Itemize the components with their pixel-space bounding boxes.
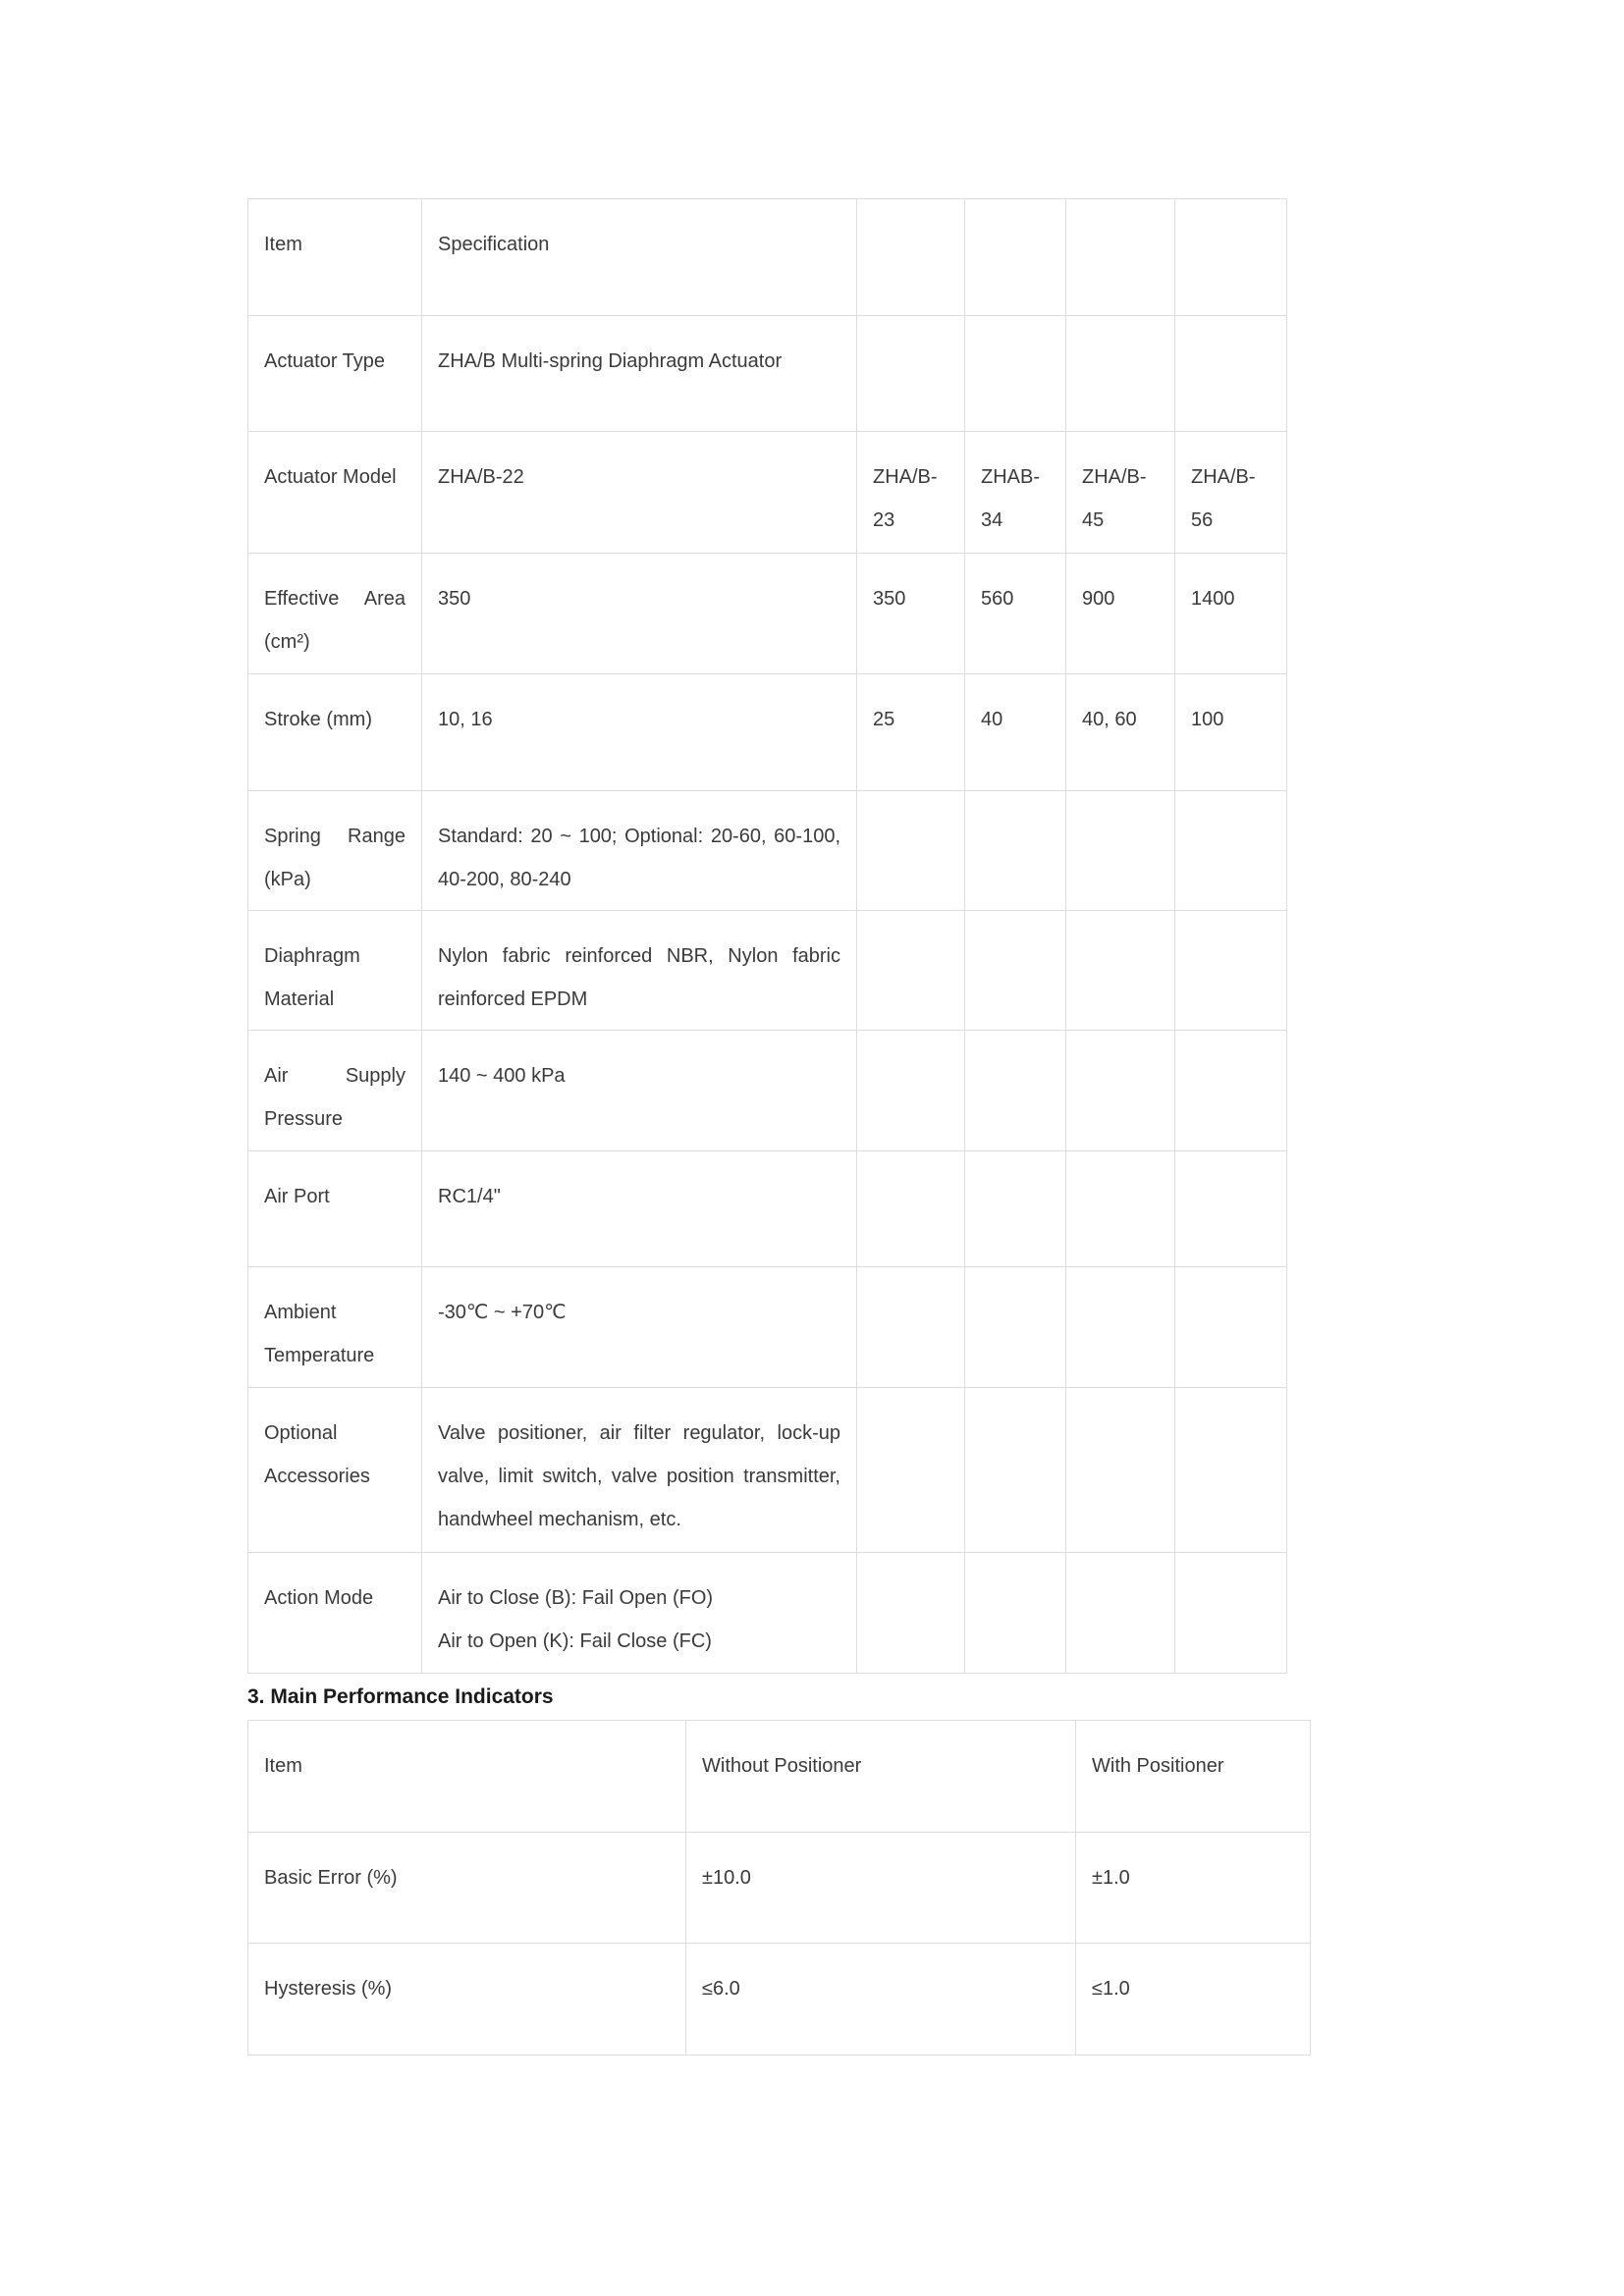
table-cell: 140 ~ 400 kPa xyxy=(422,1031,857,1151)
table-cell xyxy=(965,911,1066,1031)
table-cell: ZHAB-34 xyxy=(965,432,1066,554)
table-row xyxy=(248,199,1287,316)
table-cell xyxy=(965,1553,1066,1674)
table-cell: Item xyxy=(248,199,422,316)
table-cell xyxy=(1175,1267,1287,1388)
table-cell xyxy=(1066,1031,1175,1151)
table-row xyxy=(248,911,1287,1031)
table-cell: 40 xyxy=(965,674,1066,791)
table-cell xyxy=(965,791,1066,911)
table-cell xyxy=(1175,1388,1287,1553)
table-cell: ≤6.0 xyxy=(686,1944,1076,2056)
table-cell: Nylon fabric reinforced NBR, Nylon fabric reinforced EPDM xyxy=(422,911,857,1031)
table-cell: ±1.0 xyxy=(1076,1833,1311,1944)
table-header-row xyxy=(248,1721,1311,1833)
table-cell: Stroke (mm) xyxy=(248,674,422,791)
table-cell: 560 xyxy=(965,554,1066,674)
table-cell xyxy=(857,1388,965,1553)
table-cell xyxy=(1175,1553,1287,1674)
table-cell: Optional Accessories xyxy=(248,1388,422,1553)
table-cell xyxy=(1066,911,1175,1031)
table-header-cell: Without Positioner xyxy=(686,1721,1076,1833)
table-cell: Actuator Type xyxy=(248,316,422,432)
table-cell xyxy=(965,1388,1066,1553)
table-header-cell: With Positioner xyxy=(1076,1721,1311,1833)
table-cell: -30℃ ~ +70℃ xyxy=(422,1267,857,1388)
table-row xyxy=(248,432,1287,554)
table-cell xyxy=(1175,791,1287,911)
table-row xyxy=(248,1267,1287,1388)
table-cell: ±10.0 xyxy=(686,1833,1076,1944)
table-cell: 350 xyxy=(422,554,857,674)
table-row xyxy=(248,316,1287,432)
table-cell: Actuator Model xyxy=(248,432,422,554)
table-cell: Standard: 20 ~ 100; Optional: 20-60, 60-100, 40-200, 80-240 xyxy=(422,791,857,911)
section-heading: 3. Main Performance Indicators xyxy=(247,1685,554,1708)
table-row xyxy=(248,1553,1287,1674)
table-cell xyxy=(857,911,965,1031)
table-row xyxy=(248,1031,1287,1151)
table-cell xyxy=(1175,1151,1287,1267)
table-cell: ZHA/B Multi-spring Diaphragm Actuator xyxy=(422,316,857,432)
table-cell xyxy=(857,791,965,911)
table-cell: Action Mode xyxy=(248,1553,422,1674)
table-cell xyxy=(857,1267,965,1388)
table-row xyxy=(248,1151,1287,1267)
table-cell xyxy=(1066,1267,1175,1388)
table-cell: Diaphragm Material xyxy=(248,911,422,1031)
table-cell: ≤1.0 xyxy=(1076,1944,1311,2056)
table-cell: Basic Error (%) xyxy=(248,1833,686,1944)
table-cell: Valve positioner, air filter regulator, lock-up valve, limit switch, valve position transmitter, handwheel mechanism, etc. xyxy=(422,1388,857,1553)
table-cell xyxy=(965,316,1066,432)
table-cell: Hysteresis (%) xyxy=(248,1944,686,2056)
table-cell: ZHA/B-56 xyxy=(1175,432,1287,554)
table-cell xyxy=(857,199,965,316)
table-cell: Spring Range (kPa) xyxy=(248,791,422,911)
table-cell: ZHA/B-23 xyxy=(857,432,965,554)
table-cell xyxy=(1175,1031,1287,1151)
table-cell xyxy=(1175,316,1287,432)
table-cell: 350 xyxy=(857,554,965,674)
table-cell: Effective Area (cm²) xyxy=(248,554,422,674)
table-row xyxy=(248,791,1287,911)
table-cell xyxy=(965,199,1066,316)
table-cell: 900 xyxy=(1066,554,1175,674)
table-cell: Specification xyxy=(422,199,857,316)
table-row xyxy=(248,1833,1311,1944)
table-row xyxy=(248,674,1287,791)
table-cell xyxy=(857,1031,965,1151)
table-cell xyxy=(857,1151,965,1267)
table-cell xyxy=(1175,911,1287,1031)
table-cell xyxy=(1066,199,1175,316)
table-cell xyxy=(1066,316,1175,432)
table-cell: 40, 60 xyxy=(1066,674,1175,791)
table-cell: RC1/4" xyxy=(422,1151,857,1267)
table-cell xyxy=(1066,1388,1175,1553)
table-cell: Ambient Temperature xyxy=(248,1267,422,1388)
table-cell xyxy=(1066,1151,1175,1267)
table-cell: Air to Close (B): Fail Open (FO) Air to Open (K): Fail Close (FC) xyxy=(422,1553,857,1674)
table-row xyxy=(248,554,1287,674)
table-cell: ZHA/B-22 xyxy=(422,432,857,554)
table-cell: 25 xyxy=(857,674,965,791)
table-cell xyxy=(857,1553,965,1674)
table-cell xyxy=(1175,199,1287,316)
performance-table xyxy=(247,1720,1311,2056)
table-cell: Air Port xyxy=(248,1151,422,1267)
table-cell xyxy=(1066,791,1175,911)
table-cell xyxy=(965,1031,1066,1151)
table-cell xyxy=(965,1267,1066,1388)
table-cell: 100 xyxy=(1175,674,1287,791)
table-cell: 10, 16 xyxy=(422,674,857,791)
table-cell xyxy=(857,316,965,432)
table-cell xyxy=(1066,1553,1175,1674)
table-row xyxy=(248,1944,1311,2056)
table-cell xyxy=(965,1151,1066,1267)
table-row xyxy=(248,1388,1287,1553)
table-cell: Air Supply Pressure xyxy=(248,1031,422,1151)
table-cell: 1400 xyxy=(1175,554,1287,674)
table-header-cell: Item xyxy=(248,1721,686,1833)
specification-table xyxy=(247,198,1287,1674)
table-cell: ZHA/B-45 xyxy=(1066,432,1175,554)
